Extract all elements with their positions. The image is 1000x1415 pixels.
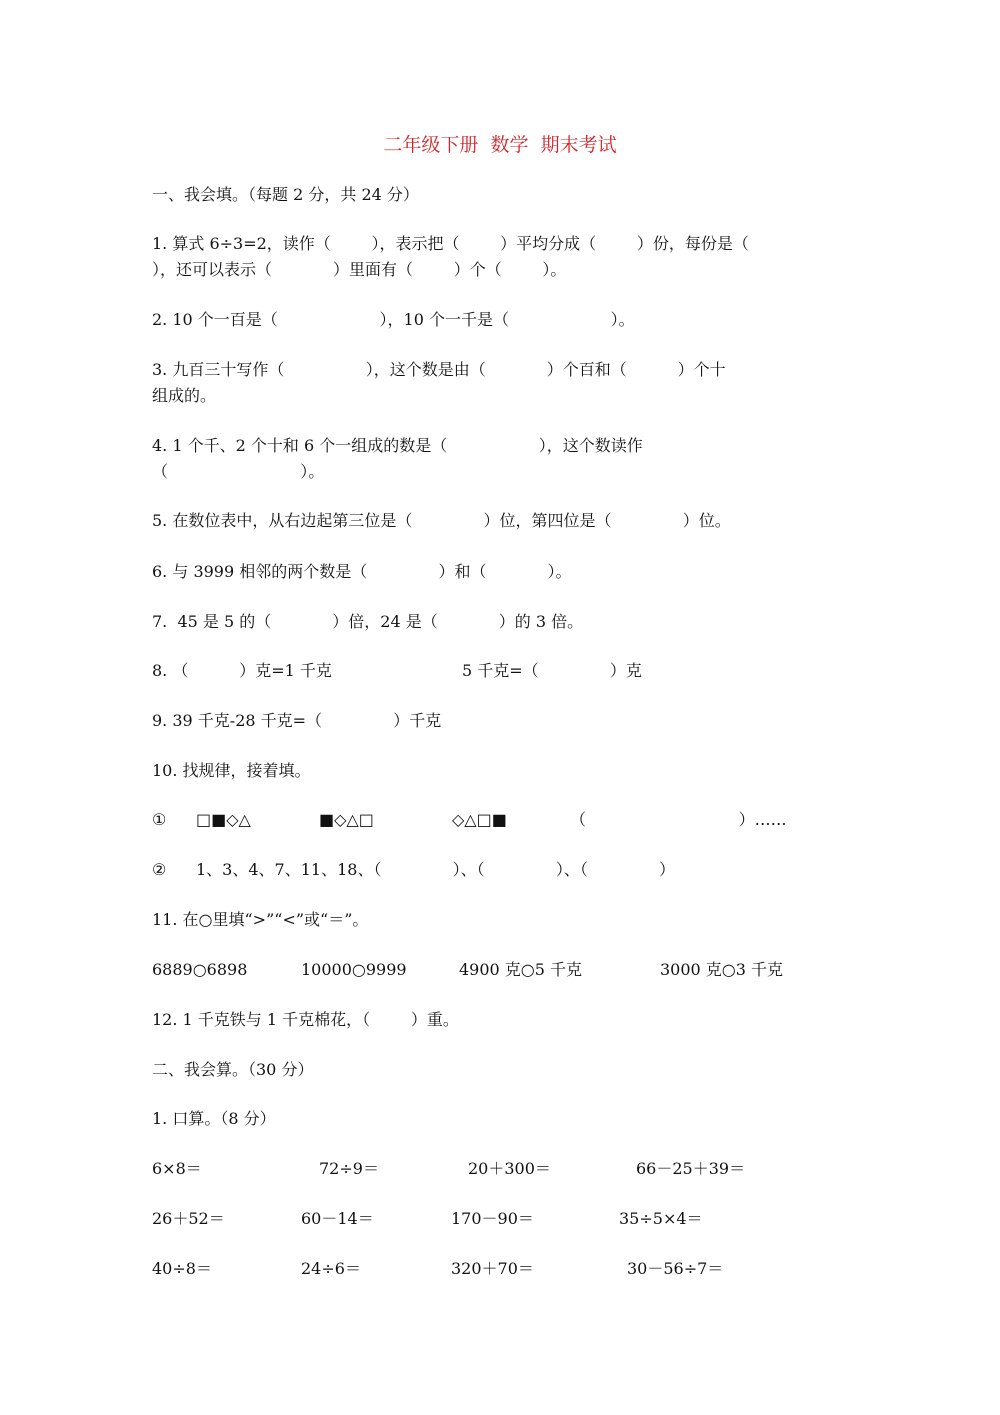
pattern-2-sequence: 1、3、4、7、11、18、（ ）、（ ）、（ ）	[196, 860, 676, 879]
compare-item-4: 3000 克○3 千克	[660, 960, 784, 979]
calc-item: 6×8＝	[152, 1159, 202, 1178]
calc-item: 26＋52＝	[152, 1209, 225, 1228]
question-3-line-1: 3. 九百三十写作（ ），这个数是由（ ）个百和（ ）个十	[152, 360, 726, 379]
section-2-heading: 二、我会算。（30 分）	[152, 1060, 314, 1079]
pattern-1-group-3: ◇△□■	[452, 810, 507, 829]
section-1-heading: 一、我会填。（每题 2 分，共 24 分）	[152, 185, 419, 204]
calc-item: 40÷8＝	[152, 1259, 212, 1278]
question-8-left: 8. （ ）克=1 千克	[152, 661, 332, 680]
question-12: 12. 1 千克铁与 1 千克棉花，（ ）重。	[152, 1010, 459, 1029]
pattern-1-marker: ①	[152, 810, 167, 829]
calc-row-1	[152, 1158, 852, 1180]
calc-item: 72÷9＝	[319, 1159, 379, 1178]
question-6: 6. 与 3999 相邻的两个数是（ ）和（ ）。	[152, 562, 572, 581]
question-10-pattern-row-1	[152, 809, 852, 831]
calc-item: 320＋70＝	[451, 1259, 534, 1278]
calc-item: 60－14＝	[301, 1209, 374, 1228]
question-2: 2. 10 个一百是（ ），10 个一千是（ ）。	[152, 310, 635, 329]
calc-row-3	[152, 1258, 852, 1280]
pattern-1-answer-blank: （ ）……	[570, 810, 787, 829]
compare-item-3: 4900 克○5 千克	[459, 960, 583, 979]
compare-item-2: 10000○9999	[301, 960, 407, 979]
pattern-2-marker: ②	[152, 860, 167, 879]
calc-item: 20＋300＝	[468, 1159, 551, 1178]
calc-row-2	[152, 1208, 852, 1230]
question-8-right: 5 千克=（ ）克	[462, 661, 642, 680]
question-11-heading: 11. 在○里填“>”“<”或“＝”。	[152, 910, 369, 929]
question-4-line-1: 4. 1 个千、2 个十和 6 个一组成的数是（ ），这个数读作	[152, 436, 643, 455]
calc-item: 35÷5×4＝	[619, 1209, 703, 1228]
question-3-line-2: 组成的。	[152, 386, 217, 405]
question-1-line-2: ），还可以表示（ ）里面有（ ）个（ ）。	[152, 260, 567, 279]
question-8	[152, 660, 852, 682]
compare-item-1: 6889○6898	[152, 960, 248, 979]
question-10-heading: 10. 找规律，接着填。	[152, 761, 311, 780]
question-5: 5. 在数位表中，从右边起第三位是（ ）位，第四位是（ ）位。	[152, 511, 731, 530]
question-7: 7. 45 是 5 的（ ）倍，24 是（ ）的 3 倍。	[152, 612, 584, 631]
question-4-line-2: （ ）。	[152, 462, 325, 481]
pattern-1-group-2: ■◇△□	[319, 810, 374, 829]
calc-item: 24÷6＝	[301, 1259, 361, 1278]
oral-calc-heading: 1. 口算。（8 分）	[152, 1109, 276, 1128]
exam-title: 二年级下册 数学 期末考试	[383, 134, 617, 156]
question-1-line-1: 1. 算式 6÷3=2，读作（ ），表示把（ ）平均分成（ ）份，每份是（	[152, 234, 749, 253]
pattern-1-group-1: □■◇△	[196, 810, 251, 829]
calc-item: 66－25＋39＝	[636, 1159, 746, 1178]
question-9: 9. 39 千克-28 千克=（ ）千克	[152, 711, 442, 730]
question-11-items	[152, 959, 852, 981]
question-10-pattern-row-2	[152, 859, 852, 881]
calc-item: 30－56÷7＝	[627, 1259, 724, 1278]
calc-item: 170－90＝	[451, 1209, 534, 1228]
